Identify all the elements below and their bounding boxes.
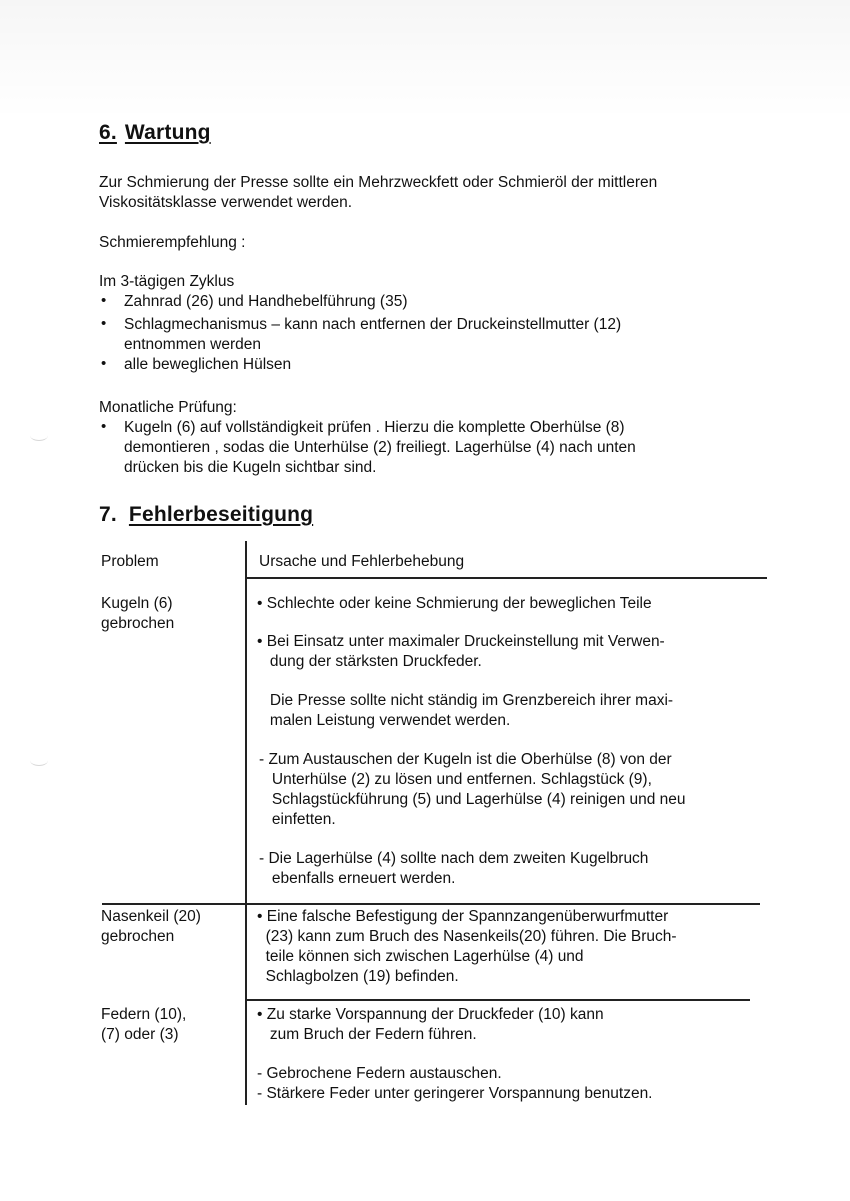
cause-line: - Die Lagerhülse (4) sollte nach dem zweiten Kugelbruch bbox=[259, 850, 649, 867]
cause-line: teile können sich zwischen Lagerhülse (4) und bbox=[257, 948, 584, 965]
section-7-title: Fehlerbeseitigung bbox=[128, 503, 314, 526]
cause-line: • Eine falsche Befestigung der Spannzangenüberwurfmutter bbox=[257, 908, 669, 925]
problem-line: gebrochen bbox=[101, 615, 175, 632]
intro-line: Zur Schmierung der Presse sollte ein Mehrzweckfett oder Schmieröl der mittleren bbox=[99, 174, 658, 191]
cause-line: - Zum Austauschen der Kugeln ist die Oberhülse (8) von der bbox=[259, 751, 672, 768]
scan-shading bbox=[0, 0, 850, 120]
cause-line: dung der stärksten Druckfeder. bbox=[257, 653, 482, 670]
table-row-problem bbox=[101, 907, 201, 947]
cause-paragraph bbox=[257, 907, 677, 987]
list-item bbox=[124, 418, 636, 478]
cause-line: Unterhülse (2) zu lösen und entfernen. Schlagstück (9), bbox=[259, 771, 652, 788]
problem-line: Kugeln (6) bbox=[101, 595, 173, 612]
cause-line: einfetten. bbox=[259, 811, 336, 828]
section-6-number: 6. bbox=[99, 121, 117, 144]
list-item-text: Kugeln (6) auf vollständigkeit prüfen . Hierzu die komplette Oberhülse (8) bbox=[124, 419, 625, 436]
cause-line: • Bei Einsatz unter maximaler Druckeinstellung mit Verwen- bbox=[257, 633, 665, 650]
column-divider bbox=[245, 541, 247, 1105]
list-item bbox=[124, 355, 291, 375]
cause-line: • Zu starke Vorspannung der Druckfeder (10) kann bbox=[257, 1006, 604, 1023]
cause-line: ebenfalls erneuert werden. bbox=[259, 870, 456, 887]
cause-line: - Stärkere Feder unter geringerer Vorspannung benutzen. bbox=[257, 1085, 653, 1102]
list-item-text: Zahnrad (26) und Handhebelführung (35) bbox=[124, 293, 408, 310]
bullet-marker: • bbox=[101, 355, 107, 372]
section-6-title: Wartung bbox=[124, 121, 211, 144]
list-item bbox=[124, 292, 408, 312]
problem-line: Federn (10), bbox=[101, 1006, 187, 1023]
header-problem: Problem bbox=[101, 553, 159, 570]
cause-paragraph bbox=[257, 1005, 604, 1045]
section-6-heading bbox=[99, 121, 211, 145]
recommendation-label: Schmierempfehlung : bbox=[99, 234, 246, 251]
cause-line: Schlagstückführung (5) und Lagerhülse (4) reinigen und neu bbox=[259, 791, 686, 808]
list-item-text: Schlagmechanismus – kann nach entfernen der Druckeinstellmutter (12) bbox=[124, 316, 622, 333]
cause-paragraph bbox=[257, 632, 665, 672]
list-item-text: entnommen werden bbox=[124, 336, 261, 353]
cycle-heading: Im 3-tägigen Zyklus bbox=[99, 273, 235, 290]
cause-line: malen Leistung verwendet werden. bbox=[257, 712, 511, 729]
cause-line: • Schlechte oder keine Schmierung der beweglichen Teile bbox=[257, 595, 652, 612]
section-7-heading bbox=[99, 503, 313, 527]
list-item-text: alle beweglichen Hülsen bbox=[124, 356, 292, 373]
problem-line: gebrochen bbox=[101, 928, 175, 945]
cause-line: Schlagbolzen (19) befinden. bbox=[257, 968, 459, 985]
cause-paragraph bbox=[257, 1064, 653, 1104]
punch-hole-mark bbox=[30, 755, 48, 766]
cause-paragraph bbox=[259, 849, 648, 889]
section-7-number: 7. bbox=[99, 503, 117, 526]
bullet-marker: • bbox=[101, 292, 107, 309]
cause-paragraph bbox=[257, 594, 652, 614]
problem-line: (7) oder (3) bbox=[101, 1026, 179, 1043]
list-item-text: drücken bis die Kugeln sichtbar sind. bbox=[124, 459, 377, 476]
bullet-marker: • bbox=[101, 418, 107, 435]
intro-paragraph bbox=[99, 173, 657, 213]
header-cause: Ursache und Fehlerbehebung bbox=[259, 553, 465, 570]
bullet-marker: • bbox=[101, 315, 107, 332]
list-item bbox=[124, 315, 621, 355]
cause-line: - Gebrochene Federn austauschen. bbox=[257, 1065, 502, 1082]
header-rule bbox=[245, 577, 767, 579]
table-row-problem bbox=[101, 594, 174, 634]
problem-line: Nasenkeil (20) bbox=[101, 908, 201, 925]
list-item-text: demontieren , sodas die Unterhülse (2) freiliegt. Lagerhülse (4) nach unten bbox=[124, 439, 636, 456]
monthly-heading: Monatliche Prüfung: bbox=[99, 399, 237, 416]
cause-line: zum Bruch der Federn führen. bbox=[257, 1026, 477, 1043]
cause-paragraph bbox=[257, 691, 673, 731]
table-row-problem bbox=[101, 1005, 186, 1045]
row-rule bbox=[245, 999, 750, 1001]
cause-line: (23) kann zum Bruch des Nasenkeils(20) führen. Die Bruch- bbox=[257, 928, 677, 945]
punch-hole-mark bbox=[30, 430, 48, 441]
row-rule bbox=[102, 903, 760, 905]
cause-paragraph bbox=[259, 750, 686, 830]
cause-line: Die Presse sollte nicht ständig im Grenzbereich ihrer maxi- bbox=[257, 692, 674, 709]
intro-line: Viskositätsklasse verwendet werden. bbox=[99, 194, 353, 211]
